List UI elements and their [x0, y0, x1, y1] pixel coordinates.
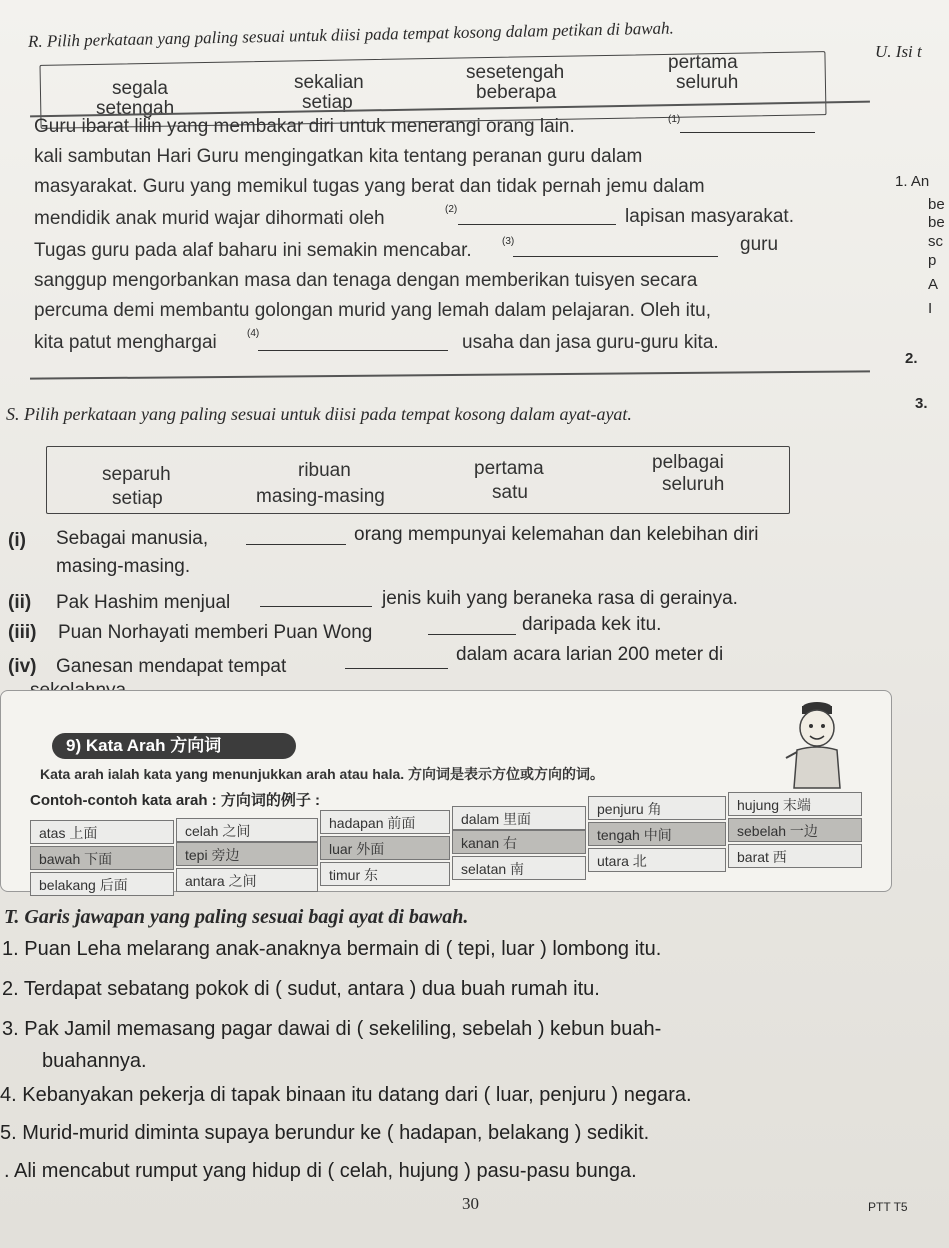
side-item-3: be — [928, 214, 945, 231]
word-segala: segala — [112, 78, 168, 99]
side-item-2: be — [928, 196, 945, 213]
passage-line-8b: usaha dan jasa guru-guru kita. — [462, 332, 719, 353]
ka-cell: kanan 右 — [452, 830, 586, 854]
s-word-seluruh: seluruh — [662, 474, 725, 495]
page-code: PTT T5 — [868, 1200, 908, 1214]
blank-marker-3: (3) — [502, 236, 515, 247]
ka-cell: dalam 里面 — [452, 806, 586, 830]
s-word-masing-masing: masing-masing — [256, 486, 385, 507]
ka-cell: antara 之间 — [176, 868, 318, 892]
word-setiap: setiap — [302, 92, 353, 113]
passage-line-8: kita patut menghargai — [34, 332, 217, 353]
q1-after: orang mempunyai kelemahan dan kelebihan diri — [354, 524, 759, 545]
side-item-7: I — [928, 300, 933, 317]
q3-blank[interactable] — [428, 618, 516, 635]
ka-cell: tepi 旁边 — [176, 842, 318, 866]
passage-line-2: kali sambutan Hari Guru mengingatkan kita tentang peranan guru dalam — [34, 146, 643, 167]
t-item-1: 1. Puan Leha melarang anak-anaknya bermain di ( tepi, luar ) lombong itu. — [2, 938, 662, 960]
q2-number: (ii) — [8, 592, 32, 613]
blank-1[interactable] — [680, 116, 815, 133]
s-word-pelbagai: pelbagai — [652, 452, 724, 473]
ka-cell: tengah 中间 — [588, 822, 726, 846]
kata-arah-badge: 9) Kata Arah 方向词 — [52, 733, 296, 759]
passage-line-4b: lapisan masyarakat. — [625, 206, 794, 227]
passage-line-3: masyarakat. Guru yang memikul tugas yang berat dan tidak pernah jemu dalam — [34, 176, 705, 197]
side-item-1: 1. An — [895, 173, 930, 190]
s-word-setiap: setiap — [112, 488, 163, 509]
passage-line-1: Guru ibarat lilin yang membakar diri untuk menerangi orang lain. — [34, 116, 575, 137]
q3-after: daripada kek itu. — [522, 614, 662, 635]
s-word-satu: satu — [492, 482, 528, 503]
blank-marker-1: (1) — [668, 114, 681, 125]
q2-blank[interactable] — [260, 590, 372, 607]
blank-3[interactable] — [513, 240, 718, 257]
q1-cont: masing-masing. — [56, 556, 191, 577]
ka-cell: bawah 下面 — [30, 846, 174, 870]
ka-cell: hujung 末端 — [728, 792, 862, 816]
passage-line-5: Tugas guru pada alaf baharu ini semakin mencabar. — [34, 240, 472, 261]
blank-marker-4: (4) — [247, 328, 260, 339]
ka-cell: penjuru 角 — [588, 796, 726, 820]
q1-number: (i) — [8, 530, 26, 551]
section-t-title: T. Garis jawapan yang paling sesuai bagi ayat di bawah. — [4, 906, 469, 928]
kata-arah-examples-label: Contoh-contoh kata arah : 方向词的例子 : — [30, 792, 320, 809]
passage-line-5b: guru — [740, 234, 779, 255]
q4-number: (iv) — [8, 656, 37, 677]
s-word-separuh: separuh — [102, 464, 171, 485]
ka-cell: belakang 后面 — [30, 872, 174, 896]
t-item-4: 4. Kebanyakan pekerja di tapak binaan itu datang dari ( luar, penjuru ) negara. — [0, 1084, 692, 1106]
q1-before: Sebagai manusia, — [56, 528, 209, 549]
side-item-4: sc — [928, 233, 943, 250]
passage-line-7: percuma demi membantu golongan murid yang lemah dalam pelajaran. Oleh itu, — [34, 300, 711, 321]
section-r-title: R. Pilih perkataan yang paling sesuai untuk diisi pada tempat kosong dalam petikan di bawah. — [27, 18, 674, 51]
q1-blank[interactable] — [246, 528, 346, 545]
blank-2[interactable] — [458, 208, 616, 225]
word-setengah: setengah — [96, 98, 175, 119]
t-item-2: 2. Terdapat sebatang pokok di ( sudut, antara ) dua buah rumah itu. — [2, 978, 600, 1000]
boy-cap-illustration — [782, 700, 852, 790]
ka-cell: luar 外面 — [320, 836, 450, 860]
word-pertama: pertama — [668, 52, 738, 73]
q2-after: jenis kuih yang beraneka rasa di gerainya. — [382, 588, 738, 609]
word-beberapa: beberapa — [476, 82, 557, 103]
t-item-3: 3. Pak Jamil memasang pagar dawai di ( sekeliling, sebelah ) kebun buah- — [2, 1018, 662, 1040]
q3-number: (iii) — [8, 622, 37, 643]
q3-before: Puan Norhayati memberi Puan Wong — [58, 622, 373, 643]
ka-cell: hadapan 前面 — [320, 810, 450, 834]
blank-marker-2: (2) — [445, 204, 458, 215]
ka-cell: selatan 南 — [452, 856, 586, 880]
ka-cell: barat 西 — [728, 844, 862, 868]
s-word-ribuan: ribuan — [298, 460, 351, 481]
q4-before: Ganesan mendapat tempat — [56, 656, 287, 677]
passage-line-4: mendidik anak murid wajar dihormati oleh — [34, 208, 385, 229]
kata-arah-definition: Kata arah ialah kata yang menunjukkan arah atau hala. 方向词是表示方位或方向的词。 — [40, 766, 605, 782]
ka-cell: utara 北 — [588, 848, 726, 872]
section-u-heading: U. Isi t — [875, 42, 922, 61]
t-item-5: 5. Murid-murid diminta supaya berundur ke ( hadapan, belakang ) sedikit. — [0, 1122, 650, 1144]
s-word-pertama: pertama — [474, 458, 544, 479]
word-seluruh: seluruh — [676, 72, 739, 93]
ka-cell: celah 之间 — [176, 818, 318, 842]
blank-4[interactable] — [258, 334, 448, 351]
passage-line-6: sanggup mengorbankan masa dan tenaga dengan memberikan tuisyen secara — [34, 270, 698, 291]
page-number: 30 — [462, 1194, 479, 1213]
t-item-3-cont: buahannya. — [42, 1050, 147, 1072]
ka-cell: sebelah 一边 — [728, 818, 862, 842]
side-item-6: A — [928, 276, 939, 293]
ka-cell: timur 东 — [320, 862, 450, 886]
side-item-8: 2. — [905, 350, 918, 367]
side-item-5: p — [928, 252, 937, 269]
section-s-title: S. Pilih perkataan yang paling sesuai untuk diisi pada tempat kosong dalam ayat-ayat. — [6, 404, 632, 424]
q2-before: Pak Hashim menjual — [56, 592, 231, 613]
t-item-6: . Ali mencabut rumput yang hidup di ( celah, hujung ) pasu-pasu bunga. — [4, 1160, 637, 1182]
ka-cell: atas 上面 — [30, 820, 174, 844]
word-sekalian: sekalian — [294, 72, 364, 93]
word-sesetengah: sesetengah — [466, 62, 565, 83]
section-r-rule-bottom — [30, 370, 870, 379]
q4-after: dalam acara larian 200 meter di — [456, 644, 724, 665]
q4-blank[interactable] — [345, 652, 448, 669]
side-item-9: 3. — [915, 395, 928, 412]
